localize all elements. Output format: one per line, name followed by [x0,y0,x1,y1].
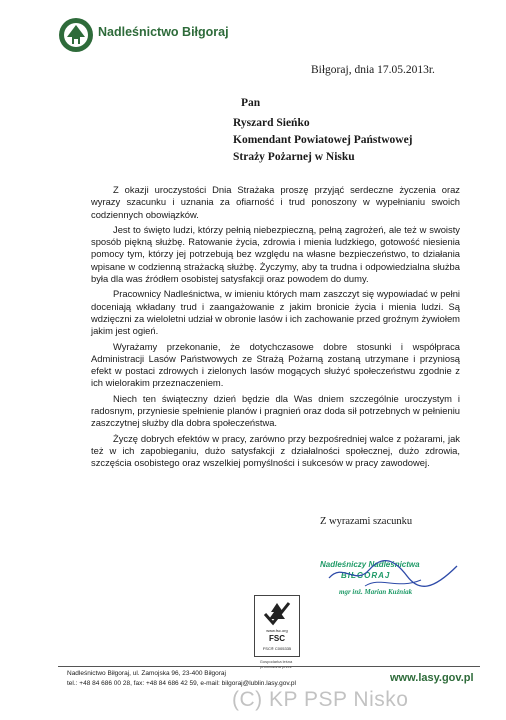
fsc-certification-badge [254,595,300,657]
letter-body [91,184,460,473]
closing-phrase: Z wyrazami szacunku [320,516,413,527]
fsc-tree-checkmark-icon [261,599,293,627]
footer-address: Nadleśnictwo Biłgoraj, ul. Zamojska 96, 23-400 Biłgoraj [67,670,226,677]
recipient-name: Ryszard Sieńko [233,117,310,129]
stamp-line-unit: BIŁGORAJ [341,571,391,580]
recipient-salutation: Pan [241,97,261,109]
lasy-panstwowe-logo-icon [58,17,94,53]
footer-contact: tel.: +48 84 686 00 28, fax: +48 84 686 42 59, e-mail: bilgoraj@lublin.lasy.gov.pl [67,680,296,687]
body-paragraph: Z okazji uroczystości Dnia Strażaka proszę przyjąć serdeczne życzenia oraz wyrazy szacunku i uznania za ofiarność i trud ponoszony w wypełnianiu swoich codziennych obowiązków. [91,184,460,220]
footer-website-link[interactable]: www.lasy.gov.pl [390,672,474,684]
stamp-line-title: Nadleśniczy Nadleśnictwa [320,560,420,569]
body-paragraph: Życzę dobrych efektów w pracy, zarówno przy bezpośredniej walce z pożarami, jak też w ich zapobieganiu, dużo satysfakcji z działalności społecznej, dużo zdrowia, szczęścia osobistego oraz wszelkiej pomyślności i sukcesów w pracy zawodowej. [91,432,460,469]
handwritten-signature [325,556,463,596]
organization-name: Nadleśnictwo Biłgoraj [98,25,229,39]
fsc-caption [248,659,304,669]
body-paragraph: Wyrażamy przekonanie, że dotychczasowe dobre stosunki i współpraca Administracji Lasów Państwowych ze Strażą Pożarną zostaną utrzymane i przyniosą efekt w postaci zdrowych i zielonych lasów mogących służyć społeczeństwu zgodnie z ich wielorakim przeznaczeniem. [91,340,460,389]
stamp-line-signatory: mgr inż. Marian Kuźniak [339,588,413,596]
footer-divider [58,666,480,667]
fsc-website: www.fsc.org [266,628,288,633]
body-paragraph: Jest to święto ludzi, którzy pełnią niebezpieczną, pełną zagrożeń, ale też w swoisty sposób piękną służbę. Ratowanie życia, zdrowia i mienia ludzkiego, gotowość niesienia pomocy tym, którzy jej potrzebują bez względu na własne bezpieczeństwo, to działania wpisane w codzienną strażacką służbę. Życzymy, aby ta trudna i odpowiedzialna służba była dla was źródłem osobistej satysfakcji oraz powodem do dumy. [91,223,460,285]
official-stamp [317,556,467,614]
copyright-watermark: (C) KP PSP Nisko [232,688,409,711]
recipient-unit: Straży Pożarnej w Nisku [233,151,355,163]
place-and-date: Biłgoraj, dnia 17.05.2013r. [311,64,435,76]
recipient-title: Komendant Powiatowej Państwowej [233,134,413,146]
fsc-caption-line: Gospodarka leśna [259,659,293,664]
fsc-label: FSC [269,634,285,643]
fsc-code: FSC® C005335 [262,646,292,651]
body-paragraph: Niech ten świąteczny dzień będzie dla Was dniem szczególnie uroczystym i radosnym, przyniesie spełnienie planów i pragnień oraz doda sił potrzebnych w pełnieniu zaszczytnej służby dla dobra społeczeństwa. [91,392,460,429]
recipient-block [233,95,413,166]
body-paragraph: Pracownicy Nadleśnictwa, w imieniu których mam zaszczyt się wypowiadać w pełni doceniają wkładany trud i zaangażowanie z jakim bronicie życia i mienia ludzi. Są wdzięczni za wieloletni udział w obronie lasów i ich zachowanie przed groźnym żywiołem jakim jest ogień. [91,288,460,337]
